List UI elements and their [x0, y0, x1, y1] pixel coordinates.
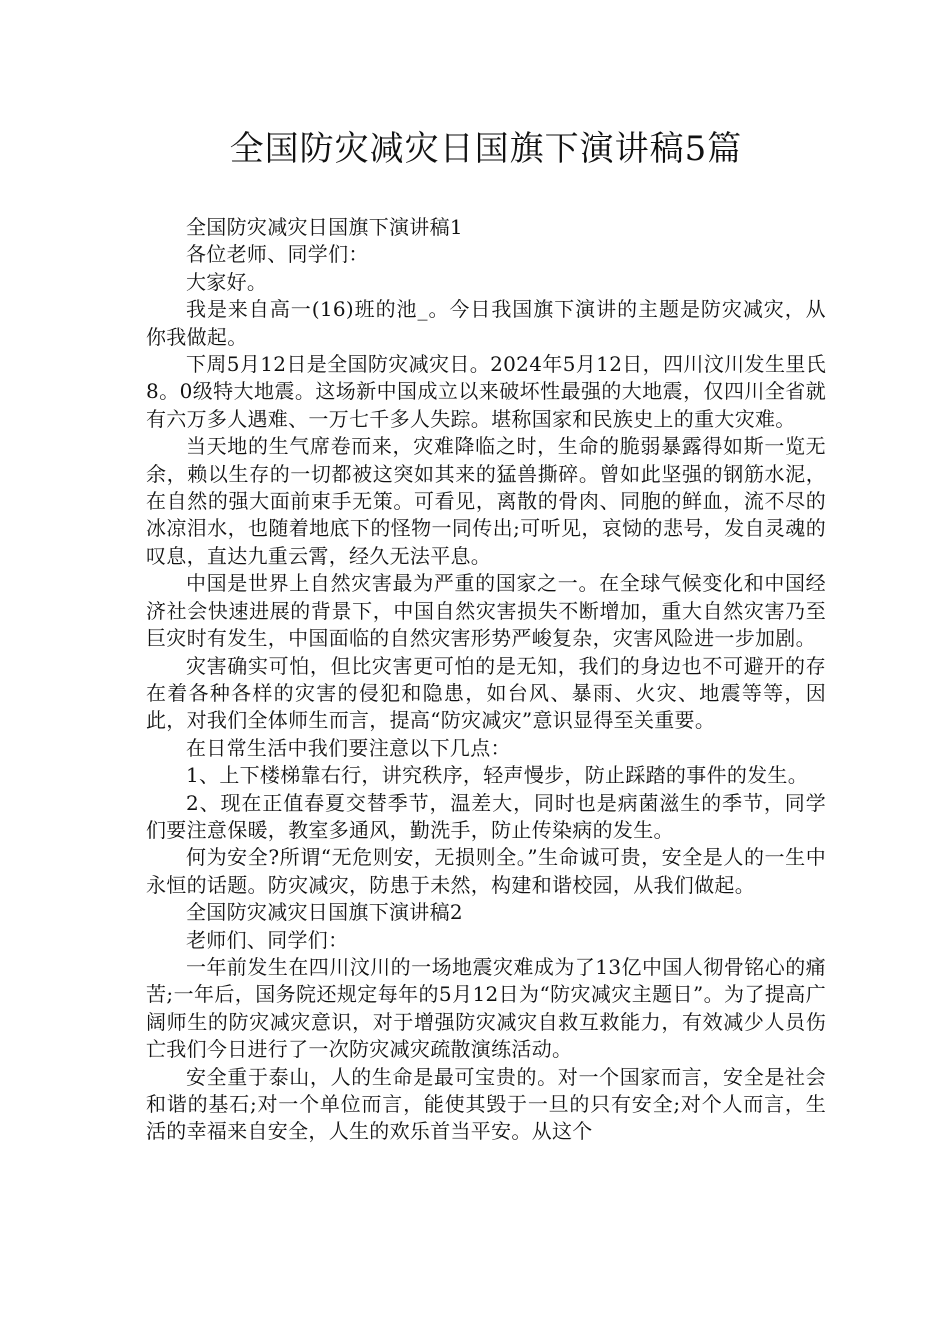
paragraph: 安全重于泰山，人的生命是最可宝贵的。对一个国家而言，安全是社会和谐的基石;对一个单位而言，能使其毁于一旦的只有安全;对个人而言，生活的幸福来自安全，人生的欢乐首当平安。从这个: [146, 1064, 826, 1144]
paragraph: 何为安全?所谓“无危则安，无损则全。”生命诚可贵，安全是人的一生中永恒的话题。防灾减灾，防患于未然，构建和谐校园，从我们做起。: [146, 845, 826, 897]
paragraph: 老师们、同学们：: [186, 927, 349, 952]
paragraph: 当天地的生气席卷而来，灾难降临之时，生命的脆弱暴露得如斯一览无余，赖以生存的一切都被这突如其来的猛兽撕碎。曾如此坚强的钢筋水泥，在自然的强大面前束手无策。可看见，离散的骨肉、同胞的鲜血，流不尽的冰凉泪水，也随着地底下的怪物一同传出;可听见，哀恸的悲号，发自灵魂的叹息，直达九重云霄，经久无法平息。: [146, 434, 826, 568]
paragraph: 全国防灾减灾日国旗下演讲稿2: [186, 900, 463, 925]
paragraph: 1、上下楼梯靠右行，讲究秩序，轻声慢步，防止踩踏的事件的发生。: [186, 763, 809, 788]
paragraph: 我是来自高一(16)班的池_。今日我国旗下演讲的主题是防灾减灾，从你我做起。: [146, 297, 826, 349]
document-body: [146, 214, 826, 1146]
paragraph: 中国是世界上自然灾害最为严重的国家之一。在全球气候变化和中国经济社会快速进展的背景下，中国自然灾害损失不断增加，重大自然灾害乃至巨灾时有发生，中国面临的自然灾害形势严峻复杂，灾害风险进一步加剧。: [146, 571, 826, 651]
paragraph: 各位老师、同学们：: [186, 242, 369, 267]
paragraph: 全国防灾减灾日国旗下演讲稿1: [186, 215, 463, 239]
paragraph: 下周5月12日是全国防灾减灾日。2024年5月12日，四川汶川发生里氏8。0级特大地震。这场新中国成立以来破坏性最强的大地震，仅四川全省就有六万多人遇难、一万七千多人失踪。堪称国家和民族史上的重大灾难。: [146, 352, 826, 431]
paragraph: 灾害确实可怕，但比灾害更可怕的是无知，我们的身边也不可避开的存在着各种各样的灾害的侵犯和隐患，如台风、暴雨、火灾、地震等等，因此，对我们全体师生而言，提高“防灾减灾”意识显得至关重要。: [146, 653, 826, 733]
paragraph: 大家好。: [186, 269, 268, 294]
paragraph: 一年前发生在四川汶川的一场地震灾难成为了13亿中国人彻骨铭心的痛苦;一年后，国务院还规定每年的5月12日为“防灾减灾主题日”。为了提高广阔师生的防灾减灾意识，对于增强防灾减灾自救互救能力，有效减少人员伤亡我们今日进行了一次防灾减灾疏散演练活动。: [146, 954, 826, 1062]
paragraph: 在日常生活中我们要注意以下几点：: [186, 735, 511, 760]
paragraph: 2、现在正值春夏交替季节，温差大，同时也是病菌滋生的季节，同学们要注意保暖，教室多通风，勤洗手，防止传染病的发生。: [146, 790, 826, 842]
document-page: [146, 126, 826, 1146]
document-title: 全国防灾减灾日国旗下演讲稿5篇: [229, 129, 743, 169]
